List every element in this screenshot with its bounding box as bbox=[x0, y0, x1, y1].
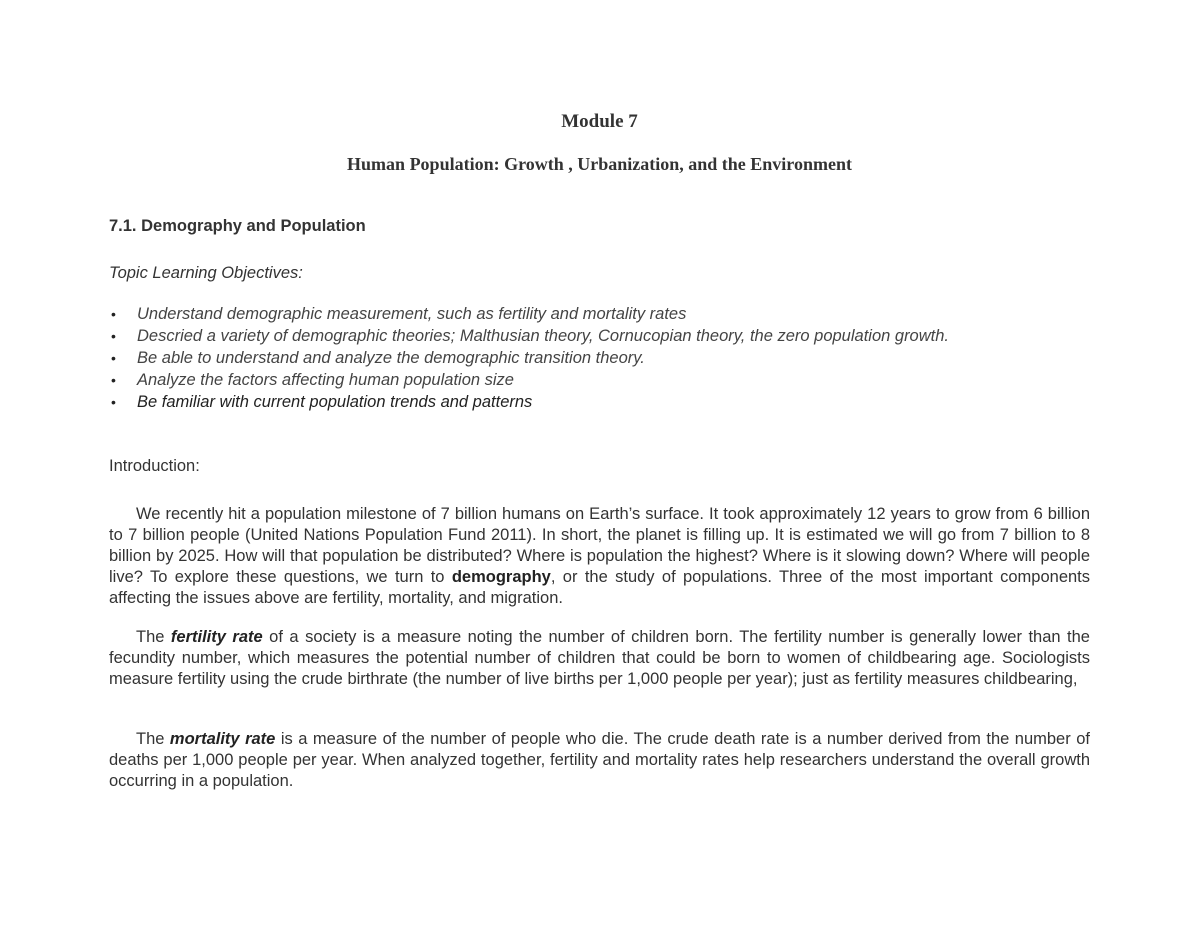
module-title: Module 7 bbox=[561, 111, 638, 132]
bullet-icon: • bbox=[111, 350, 116, 366]
paragraph-text: The bbox=[136, 730, 170, 748]
objective-text: Be familiar with current population trends and patterns bbox=[137, 393, 533, 411]
paragraph-text: is a measure of the number of people who die. The crude death rate is a number derived from the number of deaths per 1,000 people per year. When analyzed together, fertility and mortality rates help researchers understand the overall growth occurring in a population. bbox=[109, 730, 1090, 790]
paragraph-text: We recently hit a population milestone of 7 billion humans on Earth’s surface. It took approximately 12 years to grow from 6 billion to 7 billion people (United Nations Population Fund 2011). In short, the planet is filling up. It is estimated we will go from 7 billion to 8 billion by 2025. How will that population be distributed? Where is population the highest? Where is it slowing down? Where will people live? To explore these questions, we turn to bbox=[109, 505, 1090, 586]
objectives-label: Topic Learning Objectives: bbox=[109, 264, 303, 282]
paragraph-fertility bbox=[109, 627, 1090, 690]
objectives-list bbox=[109, 303, 949, 413]
term-fertility-rate: fertility rate bbox=[170, 628, 263, 646]
objective-text: Analyze the factors affecting human population size bbox=[137, 371, 514, 389]
term-mortality-rate: mortality rate bbox=[169, 730, 276, 748]
list-item bbox=[109, 391, 949, 413]
list-item bbox=[109, 347, 949, 369]
bullet-icon: • bbox=[111, 394, 116, 410]
paragraph-text: of a society is a measure noting the number of children born. The fertility number is generally lower than the fecundity number, which measures the potential number of children that could be born to women of childbearing age. Sociologists measure fertility using the crude birthrate (the number of live births per 1,000 people per year); just as fertility measures childbearing, bbox=[109, 628, 1090, 688]
paragraph-text: The bbox=[136, 628, 171, 646]
bullet-icon: • bbox=[111, 306, 116, 322]
objective-text: Descried a variety of demographic theories; Malthusian theory, Cornucopian theory, the zero population growth. bbox=[137, 327, 949, 345]
section-heading: 7.1. Demography and Population bbox=[109, 217, 366, 235]
paragraph-text: , or the study of populations. Three of the most important components affecting the issues above are fertility, mortality, and migration. bbox=[109, 568, 1091, 607]
module-subtitle: Human Population: Growth , Urbanization, and the Environment bbox=[347, 154, 852, 174]
introduction-label: Introduction: bbox=[109, 457, 200, 475]
bullet-icon: • bbox=[111, 372, 116, 388]
list-item bbox=[109, 303, 949, 325]
list-item bbox=[109, 369, 949, 391]
list-item bbox=[109, 325, 949, 347]
paragraph-demography bbox=[109, 504, 1090, 609]
document-page bbox=[109, 0, 1090, 927]
paragraph-mortality bbox=[109, 729, 1090, 792]
bullet-icon: • bbox=[111, 328, 116, 344]
objective-text: Be able to understand and analyze the demographic transition theory. bbox=[137, 349, 645, 367]
term-demography: demography bbox=[451, 568, 551, 586]
objective-text: Understand demographic measurement, such as fertility and mortality rates bbox=[137, 305, 687, 323]
